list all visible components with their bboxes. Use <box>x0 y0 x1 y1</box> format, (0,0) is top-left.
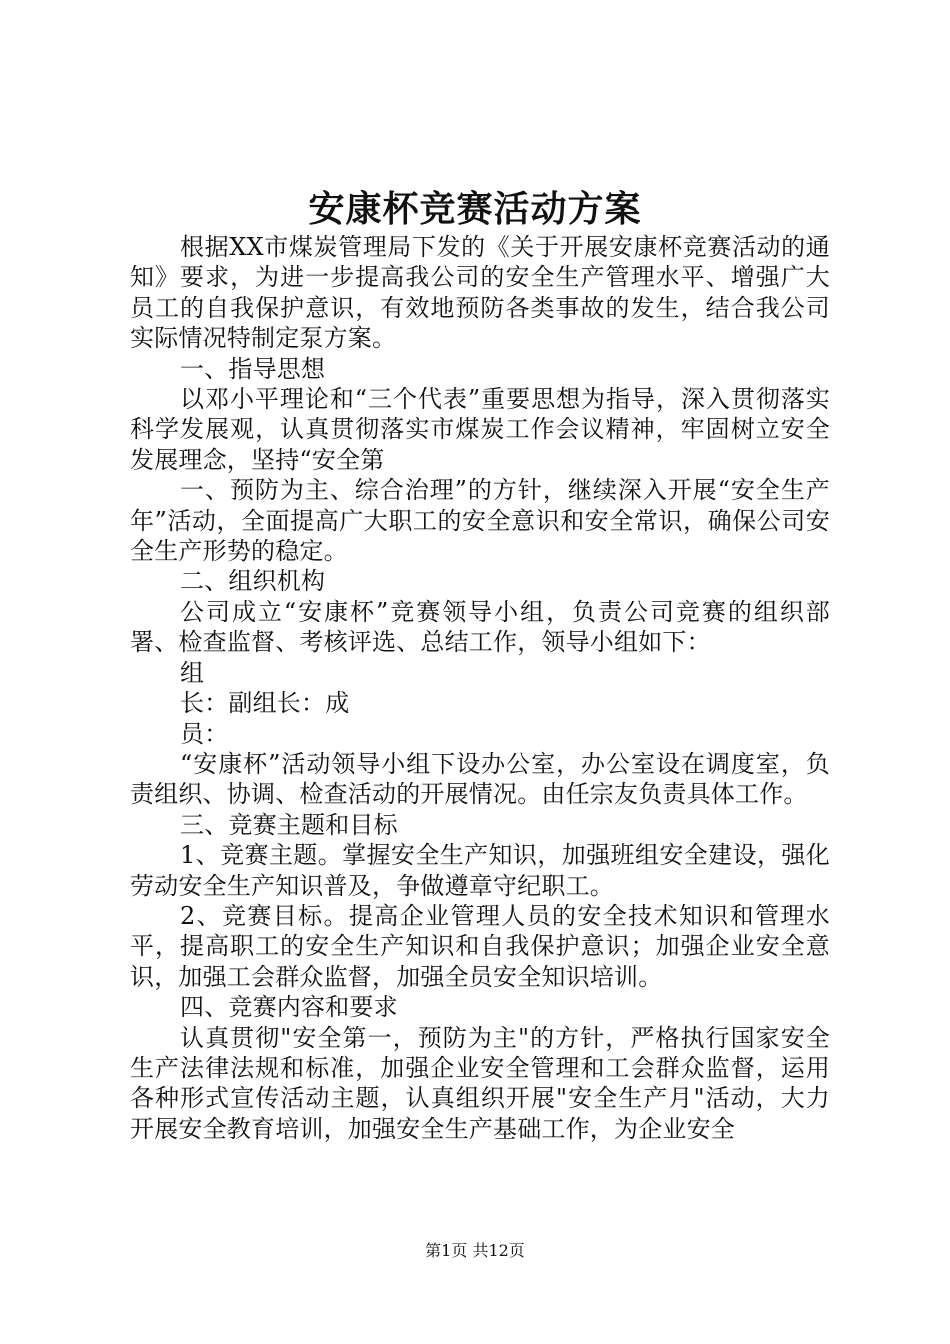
list-line-member: 员： <box>180 719 229 748</box>
heading-theme-goals: 三、竞赛主题和目标 <box>180 810 398 839</box>
paragraph-guiding-ideology: 以邓小平理论和“三个代表”重要思想为指导，深入贯彻落实科学发展观，认真贯彻落实市煤炭工作会议精神，牢固树立安全发展理念，坚持“安全第 <box>130 385 830 474</box>
paragraph-theme: 1、竞赛主题。掌握安全生产知识，加强班组安全建设，强化劳动安全生产知识普及，争做遵章守纪职工。 <box>130 841 830 900</box>
list-line-deputy: 长：副组长：成 <box>180 689 350 718</box>
heading-organization: 二、组织机构 <box>180 567 326 596</box>
heading-guiding-ideology: 一、指导思想 <box>180 354 326 383</box>
document-title: 安康杯竞赛活动方案 <box>308 188 642 230</box>
paragraph-goals: 2、竞赛目标。提高企业管理人员的安全技术知识和管理水平，提高职工的安全生产知识和自我保护意识；加强企业安全意识，加强工会群众监督，加强全员安全知识培训。 <box>130 901 830 991</box>
paragraph-guiding-ideology-cont: 一、预防为主、综合治理”的方针，继续深入开展“安全生产年”活动，全面提高广大职工的安全意识和安全常识，确保公司安全生产形势的稳定。 <box>130 476 830 566</box>
paragraph-office: “安康杯”活动领导小组下设办公室，办公室设在调度室，负责组织、协调、检查活动的开展情况。由任宗友负责具体工作。 <box>130 749 830 809</box>
document-body <box>130 232 830 1144</box>
paragraph-content-requirements: 认真贯彻"安全第一，预防为主"的方针，严格执行国家安全生产法律法规和标准，加强企业安全管理和工会群众监督，运用各种形式宣传活动主题，认真组织开展"安全生产月"活动，大力开展安全教育培训，加强安全生产基础工作，为企业安全 <box>130 1023 830 1143</box>
page-footer: 第1页 共12页 <box>425 1241 525 1260</box>
list-line-leader: 组 <box>180 658 205 687</box>
heading-content-requirements: 四、竞赛内容和要求 <box>180 993 398 1022</box>
paragraph-organization: 公司成立“安康杯”竞赛领导小组，负责公司竞赛的组织部署、检查监督、考核评选、总结工作，领导小组如下： <box>130 597 830 657</box>
paragraph-intro: 根据XX市煤炭管理局下发的《关于开展安康杯竞赛活动的通知》要求，为进一步提高我公司的安全生产管理水平、增强广大员工的自我保护意识，有效地预防各类事故的发生，结合我公司实际情况特制定泵方案。 <box>130 233 830 353</box>
